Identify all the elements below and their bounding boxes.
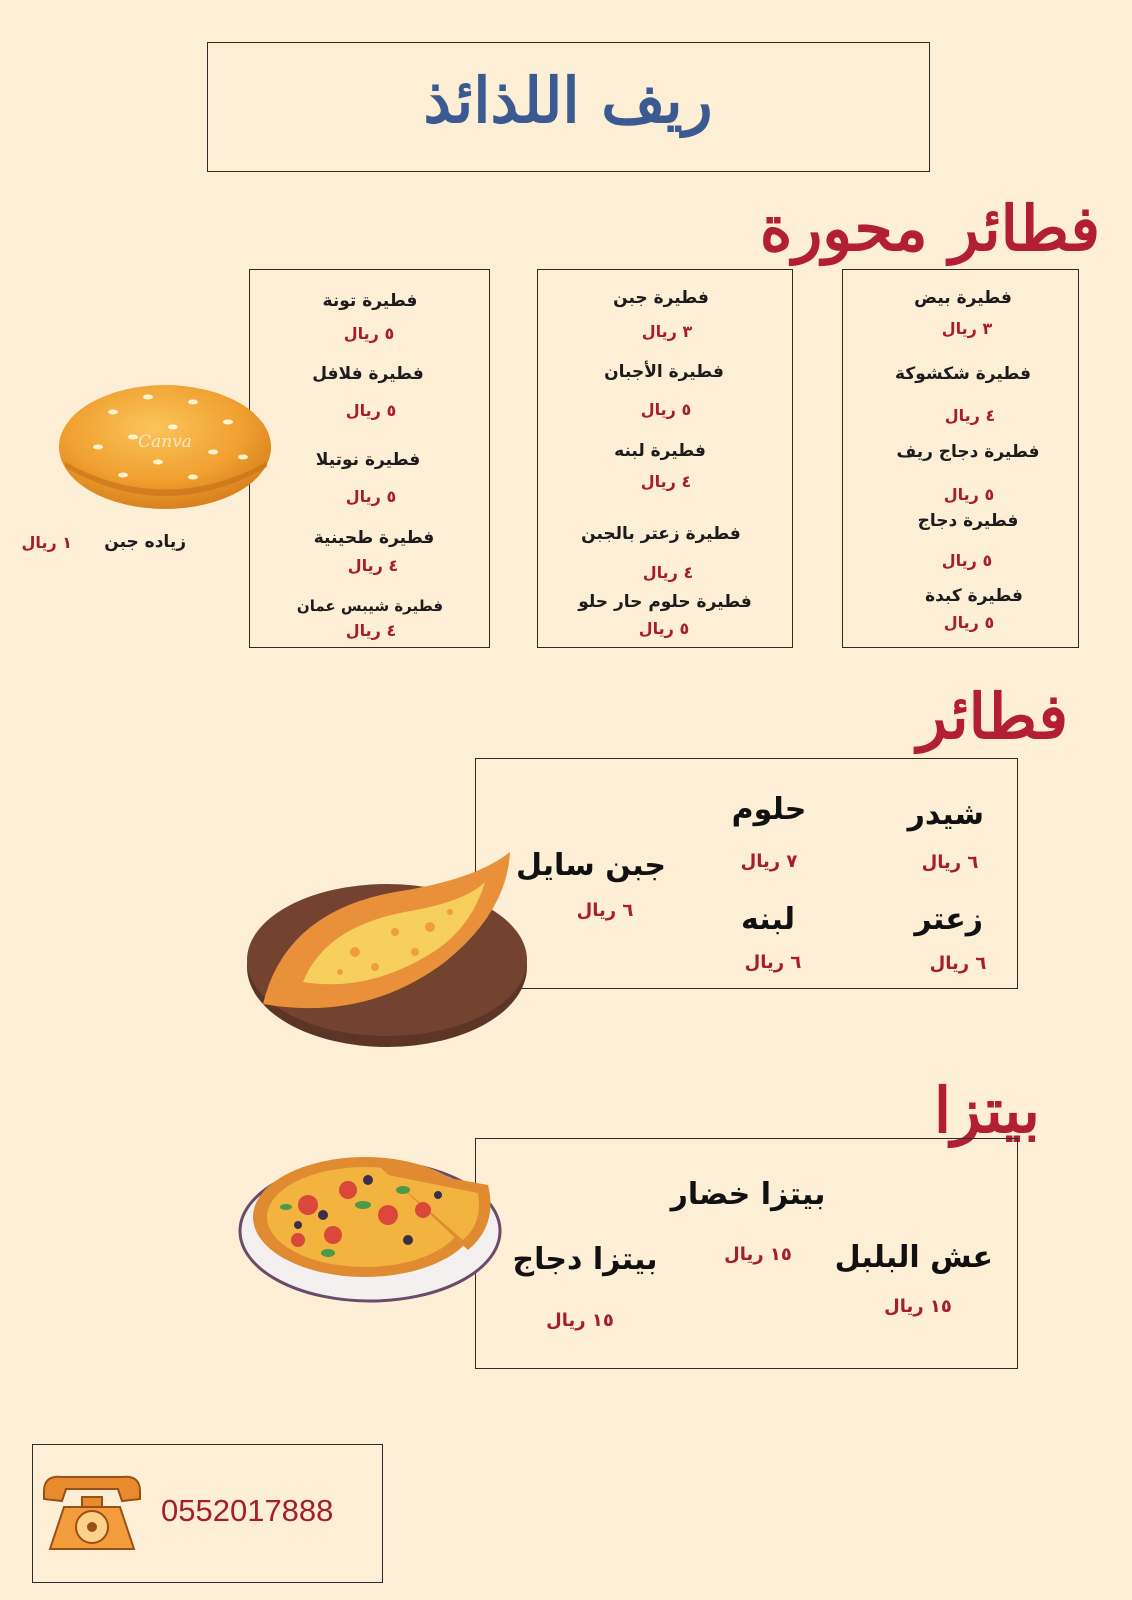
- menu-item-name: فطيرة جبن: [613, 288, 709, 308]
- section-heading-pies: فطائر: [917, 680, 1068, 753]
- menu-item-price: ٣ ريال: [641, 322, 693, 341]
- menu-item-name: فطيرة لبنه: [614, 441, 706, 461]
- pie-item-name: لبنه: [741, 902, 795, 937]
- pie-item-price: ٦ ريال: [929, 953, 987, 974]
- telephone-icon: [42, 1471, 142, 1555]
- menu-item-price: ٥ ريال: [345, 487, 397, 506]
- pie-item-name: حلوم: [731, 792, 807, 827]
- extra-cheese-price: ١ ريال: [21, 533, 72, 552]
- menu-item-name: فطيرة فلافل: [312, 364, 424, 384]
- pizza-item-price: ١٥ ريال: [724, 1244, 792, 1265]
- pizza-item-name: بيتزا دجاج: [512, 1242, 658, 1277]
- menu-item-price: ٤ ريال: [345, 621, 397, 640]
- image-watermark: Canva: [138, 432, 192, 452]
- pizza-item-price: ١٥ ريال: [546, 1310, 614, 1331]
- menu-item-price: ٤ ريال: [347, 556, 399, 575]
- pie-item-price: ٦ ريال: [921, 852, 979, 873]
- menu-item-price: ٥ ريال: [943, 485, 995, 504]
- pie-item-price: ٦ ريال: [744, 952, 802, 973]
- menu-item-price: ٥ ريال: [345, 401, 397, 420]
- menu-item-name: فطيرة نوتيلا: [315, 450, 421, 470]
- menu-item-name: فطيرة دجاج ريف: [896, 442, 1040, 462]
- menu-item-price: ٣ ريال: [941, 319, 993, 338]
- pie-item-name: زعتر: [914, 902, 983, 937]
- menu-item-name: فطيرة تونة: [322, 291, 418, 311]
- menu-item-name: فطيرة طحينية: [313, 528, 435, 548]
- pizza-image: [238, 1145, 508, 1305]
- menu-item-price: ٥ ريال: [638, 619, 690, 638]
- menu-item-name: فطيرة دجاج: [917, 511, 1019, 531]
- menu-item-price: ٥ ريال: [343, 324, 395, 343]
- menu-item-name: فطيرة شيبس عمان: [296, 597, 444, 615]
- phone-number[interactable]: 0552017888: [161, 1493, 334, 1528]
- pie-item-price: ٧ ريال: [740, 851, 798, 872]
- menu-item-name: فطيرة الأجبان: [604, 362, 724, 382]
- restaurant-title: ريف اللذائذ: [423, 64, 713, 137]
- extra-cheese-label: زياده جبن: [104, 532, 186, 552]
- menu-item-price: ٤ ريال: [642, 563, 694, 582]
- pizza-item-name: بيتزا خضار: [670, 1177, 826, 1212]
- menu-item-price: ٤ ريال: [944, 406, 996, 425]
- menu-item-price: ٥ ريال: [640, 400, 692, 419]
- menu-item-name: فطيرة بيض: [914, 288, 1012, 308]
- section-heading-pizza: بيتزا: [933, 1074, 1040, 1147]
- menu-item-price: ٥ ريال: [941, 551, 993, 570]
- menu-item-name: فطيرة حلوم حار حلو: [578, 592, 752, 612]
- menu-item-name: فطيرة شكشوكة: [895, 364, 1031, 384]
- menu-item-name: فطيرة كبدة: [925, 586, 1023, 606]
- pie-item-name: شيدر: [907, 797, 984, 832]
- menu-item-price: ٥ ريال: [943, 613, 995, 632]
- pizza-item-name: عش البلبل: [834, 1240, 993, 1275]
- pizza-item-price: ١٥ ريال: [884, 1296, 952, 1317]
- pie-item-name: جبن سايل: [515, 848, 667, 883]
- pie-item-price: ٦ ريال: [576, 900, 634, 921]
- menu-item-price: ٤ ريال: [640, 472, 692, 491]
- khachapuri-image: [245, 852, 545, 1052]
- menu-item-name: فطيرة زعتر بالجبن: [581, 524, 741, 544]
- section-heading-stuffed: فطائر محورة: [759, 192, 1100, 265]
